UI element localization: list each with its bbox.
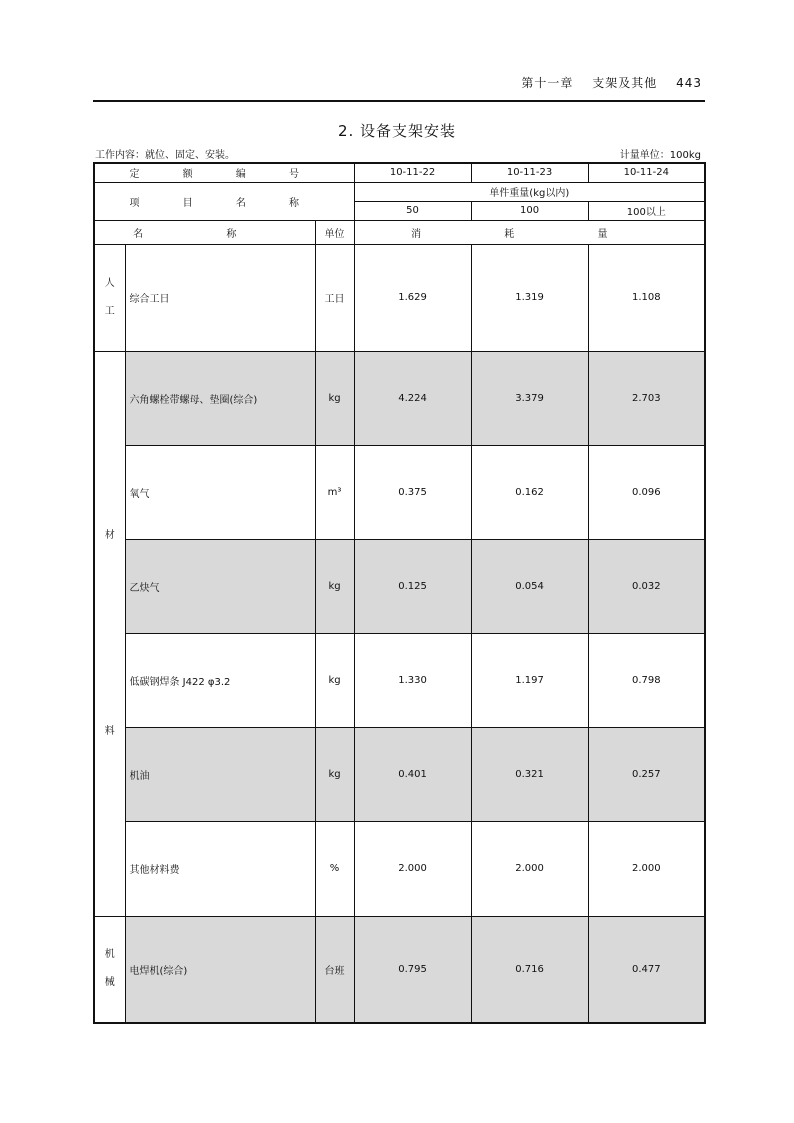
code-row [94,163,705,182]
category-char: 工 [104,305,115,317]
value-cell: 0.162 [471,445,588,539]
item-unit: kg [315,633,354,727]
running-header [507,74,702,91]
category-labor [94,244,125,351]
value-cell: 0.125 [354,539,471,633]
category-machine [94,916,125,1023]
category-material [94,351,125,916]
weight-cell: 100以上 [588,201,705,220]
value-cell: 0.798 [588,633,705,727]
table-row [94,445,705,539]
table-row [94,633,705,727]
value-cell: 0.401 [354,727,471,821]
item-name: 低碳钢焊条 J422 φ3.2 [125,633,315,727]
value-cell: 1.108 [588,244,705,351]
section-label: 支架及其他 [592,76,658,90]
table-row [94,244,705,351]
value-cell: 2.000 [588,821,705,916]
weight-label-row [94,182,705,201]
item-name: 乙炔气 [125,539,315,633]
value-cell: 0.375 [354,445,471,539]
page-number: 443 [676,76,702,90]
table-row [94,539,705,633]
item-unit: kg [315,351,354,445]
unit-column-label: 单位 [315,220,354,244]
table-row [94,916,705,1023]
value-cell: 0.054 [471,539,588,633]
item-name-label: 项 目 名 称 [94,182,354,220]
value-cell: 0.257 [588,727,705,821]
item-name: 机油 [125,727,315,821]
item-name: 电焊机(综合) [125,916,315,1023]
quota-table [93,162,706,1024]
consumption-label: 消 耗 量 [354,220,705,244]
code-cell: 10-11-24 [588,163,705,182]
header-rule [93,100,705,102]
item-name: 综合工日 [125,244,315,351]
category-char: 械 [104,977,115,989]
value-cell: 2.703 [588,351,705,445]
weight-cell: 100 [471,201,588,220]
value-cell: 1.629 [354,244,471,351]
value-cell: 0.477 [588,916,705,1023]
code-cell: 10-11-22 [354,163,471,182]
value-cell: 0.321 [471,727,588,821]
value-cell: 1.330 [354,633,471,727]
code-cell: 10-11-23 [471,163,588,182]
column-header-row [94,220,705,244]
table-row [94,821,705,916]
value-cell: 2.000 [471,821,588,916]
item-unit: % [315,821,354,916]
category-char: 机 [104,949,115,961]
item-unit: 台班 [315,916,354,1023]
value-cell: 0.032 [588,539,705,633]
value-cell: 4.224 [354,351,471,445]
item-name: 其他材料费 [125,821,315,916]
table-row [94,351,705,445]
name-column-label: 名 称 [94,220,315,244]
table-row [94,727,705,821]
category-char: 人 [104,277,115,289]
weight-label: 单件重量(kg以内) [354,182,705,201]
item-name: 六角螺栓带螺母、垫圈(综合) [125,351,315,445]
page-title: 2. 设备支架安装 [337,122,457,140]
value-cell: 2.000 [354,821,471,916]
work-content: 工作内容：就位、固定、安装。 [95,150,235,161]
category-char: 料 [104,725,115,737]
value-cell: 3.379 [471,351,588,445]
value-cell: 0.795 [354,916,471,1023]
value-cell: 1.197 [471,633,588,727]
item-unit: kg [315,727,354,821]
quota-code-label: 定 额 编 号 [94,163,354,182]
chapter-label: 第十一章 [521,76,574,90]
item-unit: m³ [315,445,354,539]
category-char: 材 [104,529,115,541]
value-cell: 0.096 [588,445,705,539]
item-name: 氧气 [125,445,315,539]
value-cell: 0.716 [471,916,588,1023]
weight-cell: 50 [354,201,471,220]
item-unit: kg [315,539,354,633]
value-cell: 1.319 [471,244,588,351]
unit-note: 计量单位：100kg [619,150,701,161]
item-unit: 工日 [315,244,354,351]
